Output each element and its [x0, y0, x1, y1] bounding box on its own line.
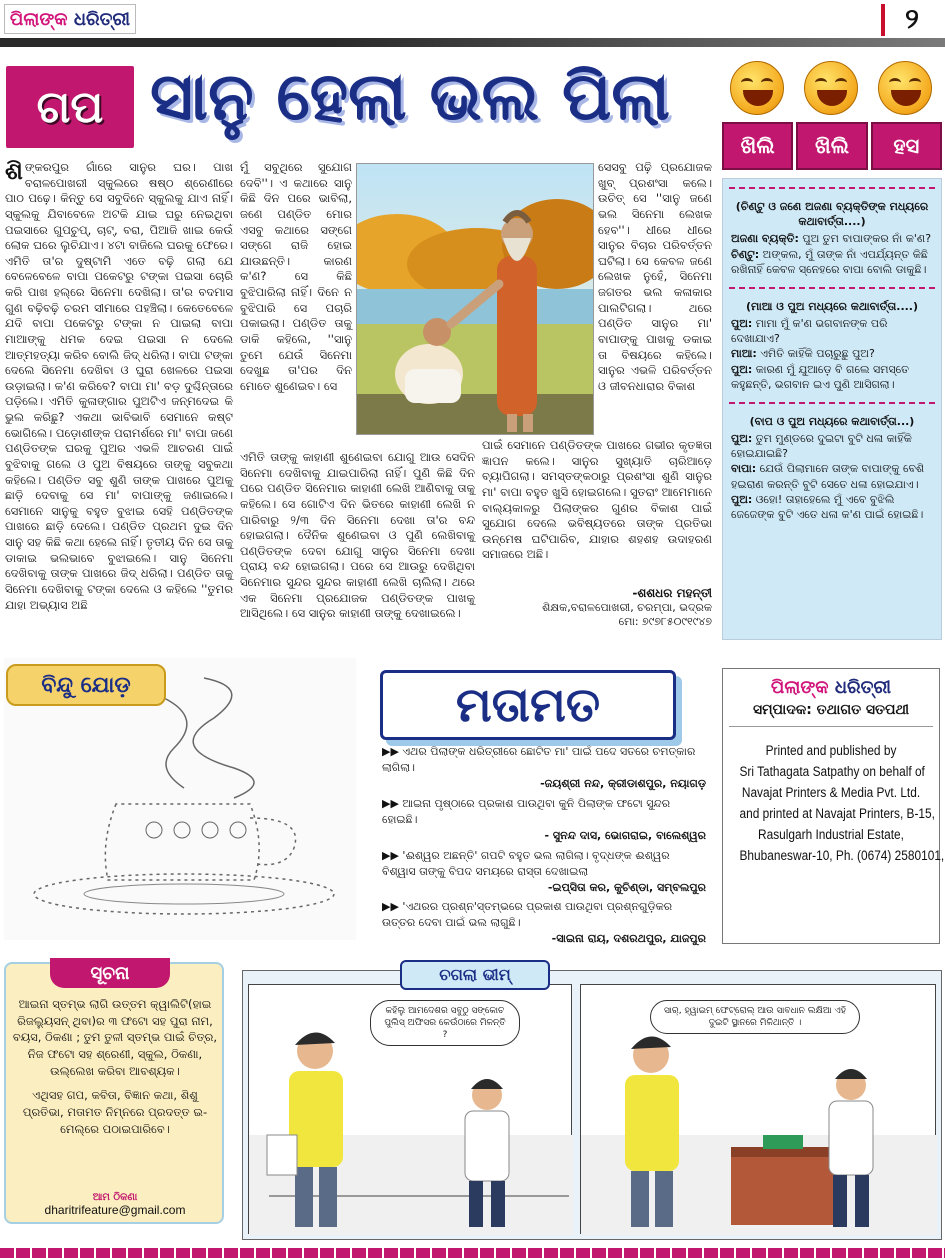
laugh-section-header — [722, 122, 942, 170]
story-author — [482, 586, 712, 629]
imprint-logo-a: ପିଲାଙ୍କ — [770, 677, 829, 698]
opinion-author: - ସୁନନ୍ଦ ଦାସ, ଭୋଗରାଇ, ବାଲେଶ୍ୱର — [544, 828, 706, 842]
joke-line: ଏମିତି କାହିଁକି ପଚାରୁଛୁ ପୁଅ? — [756, 347, 875, 361]
masthead-name-b: ଧରିତ୍ରୀ — [73, 8, 131, 30]
opinion-item — [382, 744, 706, 792]
imprint-line: Sri Tathagata Satpathy on behalf of — [739, 763, 925, 779]
notice-body — [12, 996, 218, 1145]
opinion-title: ମତାମତ — [455, 676, 601, 733]
dashed-divider — [729, 187, 935, 189]
joke-speaker: ମାଆ: — [731, 347, 757, 361]
laughing-face-icon — [730, 61, 784, 115]
opinion-banner — [380, 670, 676, 740]
joke-line: ଅଙ୍କଲ, ମୁଁ ତାଙ୍କ ନାଁ ଏପର୍ଯ୍ୟନ୍ତ କିଛି ରଖିନାହିଁ କେବଳ ସ୍ନେହରେ ବାପା ବୋଲି ଡାକୁଛି। — [731, 247, 928, 276]
story-illustration — [356, 163, 594, 435]
joke-title: (ମାଆ ଓ ପୁଅ ମଧ୍ୟରେ କଥାବାର୍ତ୍ତା....) — [745, 299, 919, 313]
notice-email-link[interactable]: dharitrifeature@gmail.com — [44, 1203, 186, 1217]
imprint-line: Navajat Printers & Media Pvt. Ltd. — [741, 784, 921, 800]
story-tag — [6, 66, 134, 148]
joke-speaker: ଚିଣ୍ଟୁ: — [731, 247, 760, 261]
speech-bubble-2: ସାର୍, ହ୍ୱାଇମ୍ ଫେଟ୍ରୋଲ୍ ଆଉ ସାବଧାନ ଲକ୍ଷିଆ ଏହି ଦୁଇଟି ସ୍ଥାନରେ ମିଳିଥାନ୍ତି । — [650, 1000, 860, 1034]
story-title: ସାନୁ ହେଲା ଭଲ ପିଲା — [150, 58, 670, 135]
page-number: ୨ — [905, 2, 919, 35]
story-column-2: ମୁଁ ସବୁଥିରେ ସୁଯୋଗ ଦେବି''। ଏ କଥାରେ ସାନୁ କିଛି ଦିନ ପରେ ଭାବିଲା, ଜଣେ ପଣ୍ଡିତ ମୋର ଏସବୁ କଥାରେ ସଙ୍ଗେ ସଙ୍ଗେ ରାଜି ହୋଇ ଯାଉଛନ୍ତି। କାରଣ କ'ଣ? ସେ କିଛି ବୁଝିପାରିଲା ନାହିଁ। ଦିନେ ନ ବୁଝିପାରି ସେ ପଚାରି ପକାଇଲା। ପଣ୍ଡିତ ତାକୁ ଡାକି କହିଲେ, ''ସାନୁ ତୁମେ ଯେଉଁ ସିନେମା ଦେଖୁଛ ତା'ପର ଦିନ ମୋତେ ଶୁଣେଇବ। ସେ — [240, 160, 352, 393]
joke-speaker: ଅଜଣା ବ୍ୟକ୍ତି: — [731, 232, 799, 246]
masthead-name-a: ପିଲାଙ୍କ — [9, 8, 68, 30]
opinion-text: ▶▶ ଏଥର ପିଲାଙ୍କ ଧରିତ୍ରୀରେ ଛୋଟିତ ମା' ପାଇଁ ପଦେ ସତରେ ଚମତ୍କାର ଲାଗିଲା। — [382, 745, 696, 774]
author-affiliation: ଶିକ୍ଷକ,ବରାଳପୋଖରୀ, ଚରମ୍ପା, ଭଦ୍ରକ — [542, 601, 712, 614]
notice-paragraph: ଆଇନା ସ୍ତମ୍ଭ ଲାଗି ଉତ୍ତମ କ୍ୱାଲିଟି(ହାଇ ରିଜଲ୍ୟୁସନ୍ ଥିବା)ର ୩ ଫଟୋ ସହ ପୁରା ନାମ, ବୟସ, ଠିକଣା ; ତୁମ ତୁଳୀ ସ୍ତମ୍ଭ ପାଇଁ ଚିତ୍ର, ନିଜ ଫଟୋ ସହ ଶ୍ରେଣୀ, ସ୍କୁଲ, ଠିକଣା, ଉଲ୍ଲେଖ କରିବା ଆବଶ୍ୟକ। — [12, 997, 218, 1078]
story-column-3: ପାଇଁ ସେମାନେ ପଣ୍ଡିତଙ୍କ ପାଖରେ ଗଭୀର କୃତଜ୍ଞତା ଜ୍ଞାପନ କଲେ। ସାନୁର ସୁଖ୍ୟାତି ଚାରିଆଡ଼େ ବ୍ୟାପିଗଲା। ସମସ୍ତଙ୍କଠାରୁ ପ୍ରଶଂସା ଶୁଣି ସାନୁର ମା' ବାପା ବହୁତ ଖୁସି ହୋଇଗଲେ। ସୁତରାଂ ଆମେମାନେ ବାଲ୍ୟକାଳରୁ ପିଲାଙ୍କର ଗୁଣର ବିକାଶ ପାଇଁ ସୁଯୋଗ ଦେଲେ ଭବିଷ୍ୟତରେ ତାଙ୍କ ପ୍ରତିଭା ଉନ୍ମେଷ ଘଟିପାରିବ, ଯାହାର ଶହଶହ ଉଦାହରଣ ସମାଜରେ ଅଛି। — [482, 438, 712, 562]
jokes-panel — [722, 178, 942, 640]
opinion-author: -ଇପ୍ସିତା କର, କୁଚିଣ୍ଡା, ସମ୍ବଲପୁର — [547, 880, 706, 894]
masthead-logo — [4, 4, 136, 34]
joke-speaker: ପୁଅ: — [731, 362, 753, 376]
opinion-author: -ଜୟଶ୍ରୀ ନନ୍ଦ, କ୍ରୀଡାଶପୁର, ନୟାଗଡ଼ — [540, 776, 706, 790]
joke-speaker: ପୁଅ: — [731, 317, 753, 331]
imprint-logo-b: ଧରିତ୍ରୀ — [834, 677, 892, 698]
imprint-box — [722, 668, 945, 944]
laugh-header-word-2: ଖିଲି — [796, 122, 867, 170]
joke-item — [723, 297, 941, 394]
joke-item — [723, 412, 941, 524]
story-col1-text: ଙ୍କରପୁର ଗାଁରେ ସାନୁର ଘର। ପାଖ ବରାଳପୋଖରୀ ସ୍କୁଲରେ ଷଷ୍ଠ ଶ୍ରେଣୀରେ ପାଠ ପଢ଼େ। କିନ୍ତୁ ସେ ସବୁଦିନେ ସ୍କୁଲକୁ ଯାଏ ନାହିଁ। ସ୍କୁଲକୁ ଯିବାବେଳେ ଅଟକି ଯାଇ ଘରୁ ନେଇଥିବା ପଇସାରେ ଗୁପଚୁପ୍, ଚାଟ୍, ବରା, ପିଆଜି ଖାଇ କେଉଁ ଲୋକ ଘରେ ଲୁଚିଯାଏ। ୪ଟା ବାଜିଲେ ଘରକୁ ଫେରେ। ଏମିତି ତା'ର ଦୁଷ୍ଟାମି ଏତେ ବଢ଼ି ଗଲା ଯେ ବେଳେବେଳେ ବାପା ପକେଟରୁ ଟଙ୍କା ପଇସା ଚୋରି କରି ପାଖ ହଲ୍‌ରେ ସିନେମା ଦେଖିଲା। ତା'ର ବଦମାସ ଗୁଣ ବଢ଼ିବଢ଼ି ଚରମ ସୀମାରେ ପହଞ୍ଚିଲା। କେତେବେଳେ ଯଦି ବାପା ପକେଟରୁ ଟଙ୍କା ନ ପାଇଲା ବାପା ମାଆଙ୍କୁ ଧମକ ଦେଇ ପଇସା ନ ଦେଲେ ଆତ୍ମହତ୍ୟା କରିବ ବୋଲି ଜିଦ୍ ଧରିଲା। ବାପା ଟଙ୍କା ଦେଲେ ସିନେମା ଦେଖିବା ଓ ଘୁରା ଖେଳରେ ପଇସା ଉଡ଼ାଇଲା। କ'ଣ କରିବେ? ବାପା ମା' ବଡ଼ ଦୁଶ୍ଚିନ୍ତାରେ ପଡ଼ିଲେ। ଏମିତି କୁଳାଙ୍ଗାର ପୁଅଟିଏ ଜନ୍ମଦେଇ କି ଭୁଲ କରିଛୁ? ଏକଥା ଭାବିଭାବି ସେମାନେ କଷ୍ଟ ଭୋଗିଲେ। ପଡ଼ୋଶୀଙ୍କ ପରାମର୍ଶରେ ମା' ବାପା ଜଣେ ପଣ୍ଡିତଙ୍କ ଘରକୁ ପୁଅର ଏଭଳି ଆଚରଣ ପାଇଁ ବୁଝିବାକୁ ଗଲେ ଓ ପୁଅ ବିଷୟରେ ତାଙ୍କୁ ସବୁକଥା କହିଲେ। ପଣ୍ଡିତ ସବୁ ଶୁଣି ତାଙ୍କ ପାଖରେ ପୁଅକୁ ଛାଡ଼ି ଦେବାକୁ ସେ ମା' ବାପାଙ୍କୁ ଜଣାଇଲେ। ସେମାନେ ସାନୁକୁ ବହୁତ ବୁଝାଇ ସେହି ପଣ୍ଡିତଙ୍କ ପାଖରେ ଛାଡ଼ି ଦେଲେ। ପଣ୍ଡିତ ପ୍ରଥମ ଦୁଇ ଦିନ ସାନୁ ସହ କିଛି କଥା ହେଲେ ନାହିଁ। ତୃତୀୟ ଦିନ ସେ ତାକୁ ଡାକାଇ ଭଲଭାବେ ବୁଝାଇଲେ। ସାନୁ ସିନେମା ଦେଖିବାକୁ ତାଙ୍କ ପାଖରେ ଜିଦ୍ ଧରିଲା। ପଣ୍ଡିତ ତାକୁ ସିନେମା ଦେଖିବାକୁ ଟଙ୍କା ଦେଲେ ଓ କହିଲେ ''ତୁମର ଯାହା ଅଭ୍ୟାସ ଅଛି — [5, 160, 233, 612]
joke-line: କାରଣ ମୁଁ ଯୁଆଡ଼େ ବି ଗଲେ ସମସ୍ତେ କହୁଛନ୍ତି, ଭଗବାନ ଇଏ ପୁଣି ଆସିଗଲା। — [731, 362, 909, 391]
opinion-text: ▶▶ 'ଈଶ୍ୱର ଅଛନ୍ତି' ଗପଟି ବହୁତ ଭଲ ଲାଗିଲା। ବୃଦ୍ଧଙ୍କ ଈଶ୍ୱର ବିଶ୍ୱାସ ତାଙ୍କୁ ବିପଦ ସମୟରେ ରାସ୍ତା ଦେଖାଇଲା — [382, 848, 670, 878]
joke-line: ପୁଅ ତୁମ ବାପାଙ୍କର ନାଁ କ'ଣ? — [798, 232, 932, 246]
notice-address-label: ଆମ ଠିକଣା — [92, 1192, 138, 1203]
laugh-header-word-1: ଖିଲି — [722, 122, 793, 170]
joke-title: (ଚିଣ୍ଟୁ ଓ ଜଣେ ଅଜଣା ବ୍ୟକ୍ତିଙ୍କ ମଧ୍ୟରେ କଥାବାର୍ତ୍ତା....) — [735, 200, 929, 229]
comic-title: ଚଗଲା ଭୀମ୍ — [400, 960, 550, 990]
sage-blessing-boy-illustration — [357, 164, 594, 435]
opinion-item — [382, 796, 706, 844]
joke-speaker: ପୁଅ: — [731, 492, 753, 506]
opinion-text: ▶▶ 'ଏଥରର ପ୍ରଶ୍ନ'ସ୍ତମ୍ଭରେ ପ୍ରକାଶ ପାଉଥିବା ପ୍ରଶ୍ନଗୁଡ଼ିକର ଉତ୍ତର ଦେବା ପାଇଁ ଭଲ ଲାଗୁଛି। — [382, 900, 673, 930]
joke-speaker: ବାପା: — [731, 462, 757, 476]
imprint-line: and printed at Navajat Printers, B-15, — [739, 805, 935, 821]
joke-speaker: ପୁଅ: — [731, 432, 753, 446]
imprint-line: Printed and published by — [765, 743, 897, 758]
laughing-emoji-row — [720, 58, 942, 118]
dot-puzzle-title: ବିନ୍ଦୁ ଯୋଡ଼ — [6, 664, 166, 706]
joke-line: ମାମା ମୁଁ କ'ଣ ଭଗବାନଙ୍କ ପରି ଦେଖାଯାଏ? — [731, 317, 888, 346]
story-column-2b: ଏମିତି ତାଙ୍କୁ କାହାଣୀ ଶୁଣେଇବା ଯୋଗୁ ଆଉ ସେଦିନ ସିନେମା ଦେଖିବାକୁ ଯାଇପାରିଲା ନାହିଁ। ପୁଣି କିଛି ଦିନ ପରେ ପଣ୍ଡିତ ସିନେମାର କାହାଣୀ ଲେଖି ଆଣିବାକୁ ତାକୁ କହିଲେ। ସେ ଗୋଟିଏ ଦିନ ଭିତରେ କାହାଣୀ ଲେଖି ନ ପାରିବାରୁ ୨/୩ ଦିନ ସିନେମା ଦେଖା ତା'ର ବନ୍ଦ ହୋଇଗଲା। ଦୈନିକ ଶୁଣେଇବା ଓ ପୁଣି ଲେଖିବାକୁ ପଣ୍ଡିତଙ୍କ ଦେବା ଯୋଗୁ ସାନୁର ସିନେମା ଦେଖା ପ୍ରାୟ ବନ୍ଦ ହୋଇଗଲା। ପରେ ସେ ଆଉରୁ ଦେଖିଥିବା ସିନେମାର ସୁନ୍ଦର ସୁନ୍ଦର କାହାଣୀ ଲେଖି ଚାଲିଲା। ଥରେ ଏକ ସିନେମା ପ୍ରଯୋଜକ ପଣ୍ଡିତଙ୍କ ପାଖକୁ ଆସିଥିଲେ। ସେ ସାନୁର କାହାଣୀ ତାଙ୍କୁ ଦେଖାଇଲେ। — [240, 450, 475, 621]
imprint-logo — [756, 677, 906, 698]
opinion-text: ▶▶ ଆଇନା ପୃଷ୍ଠାରେ ପ୍ରକାଶ ପାଉଥିବା କୁନି ପିଲାଙ୍କ ଫଟୋ ସୁନ୍ଦର ହୋଇଛି। — [382, 796, 671, 826]
story-column-4: ସେସବୁ ପଢ଼ି ପ୍ରଯୋଜକ ଖୁବ୍ ପ୍ରଶଂସା କଲେ। ଉଚିତ୍ ସେ ''ସାନୁ ଜଣେ ଭଲ ସିନେମା ଲେଖକ ହେବ''। ଧୀରେ ଧୀରେ ସାନୁର ବିଚାର ପରିବର୍ତ୍ତନ ଘଟିଲା। ସେ କେବଳ ଜଣେ ଲେଖକ ନୁହେଁ, ସିନେମା ଜଗତର ଭଲ କଳାକାର ପାଲଟିଗଲା। ଥରେ ପଣ୍ଡିତ ସାନୁର ମା' ବାପାଙ୍କୁ ପାଖକୁ ଡକାଇ ତା ବିଷୟରେ କହିଲେ। ସାନୁର ଏଭଳି ପରିବର୍ତ୍ତନ ଓ ଜୀବନଧାରାର ବିକାଶ — [598, 160, 712, 393]
page-number-divider — [881, 4, 885, 36]
dashed-divider — [729, 287, 935, 289]
story-tag-label: ଗପ — [36, 81, 104, 133]
laugh-header-word-3: ହସ — [871, 122, 942, 170]
imprint-line: Rasulgarh Industrial Estate, — [758, 826, 904, 842]
author-name: -ଶଶଧର ମହନ୍ତୀ — [632, 586, 712, 600]
notice-title: ସୂଚନା — [50, 958, 170, 988]
dashed-divider — [729, 402, 935, 404]
header-rule — [0, 38, 945, 47]
notice-paragraph: ଏଥିସହ ଗପ, କବିତା, ବିଜ୍ଞାନ କଥା, ଶିଶୁ ପ୍ରତିଭା, ମତାମତ ନିମ୍ନରେ ପ୍ରଦତ୍ତ ଇ-ମେଲ୍‌ରେ ପଠାଇପାରିବେ। — [22, 1088, 208, 1136]
author-phone: ମୋ: ୭୯୭୮୫୦୯୧୯୪୭ — [618, 615, 712, 628]
imprint-editor: ସମ୍ପାଦକ: ତଥାଗତ ସତପଥୀ — [729, 702, 933, 727]
story-column-1 — [5, 157, 233, 630]
laughing-face-icon — [804, 61, 858, 115]
opinion-author: -ସାଇନା ରାୟ, ଦଶରଥପୁର, ଯାଜପୁର — [551, 932, 706, 946]
opinion-list — [382, 744, 706, 951]
footer-rule — [0, 1248, 945, 1258]
speech-bubble-1: କହିଲୁ ଆମଦେଶର ସବୁଠୁ ସଙ୍କୋଚ ପୁଲିସ୍ ଅଫିସର କେଉଁଠାରେ ମିଳନ୍ତି ? — [370, 1000, 520, 1046]
joke-line: ତୁମ ମୁଣ୍ଡରେ ଦୁଇଟା ବୁଟି ଧଳା କାହିଁକି ହୋଇଯାଇଛି? — [731, 432, 912, 461]
laughing-face-icon — [878, 61, 932, 115]
notice-address — [12, 1192, 218, 1217]
opinion-item — [382, 899, 706, 947]
joke-title: (ବାପ ଓ ପୁଅ ମଧ୍ୟରେ କଥାବାର୍ତ୍ତା...) — [749, 414, 915, 428]
story-dropcap: ଶି — [5, 157, 23, 185]
joke-line: ଓହୋ! ତାହାହେଲେ ମୁଁ ଏବେ ବୁଝିଲି ଜେଜେଙ୍କ ବୁଟି ଏତେ ଧଳା କ'ଣ ପାଇଁ ହୋଇଛି। — [731, 492, 924, 521]
joke-line: ଯେଉଁ ପିଲାମାନେ ତାଙ୍କ ବାପାଙ୍କୁ ବେଶି ହଇରାଣ କରନ୍ତି ବୁଟି ସେତେ ଧଳା ହୋଇଯାଏ। — [731, 462, 925, 491]
opinion-item — [382, 848, 706, 896]
joke-item — [723, 197, 941, 279]
imprint-line: Bhubaneswar-10, Ph. (0674) 2580101, — [739, 847, 945, 863]
